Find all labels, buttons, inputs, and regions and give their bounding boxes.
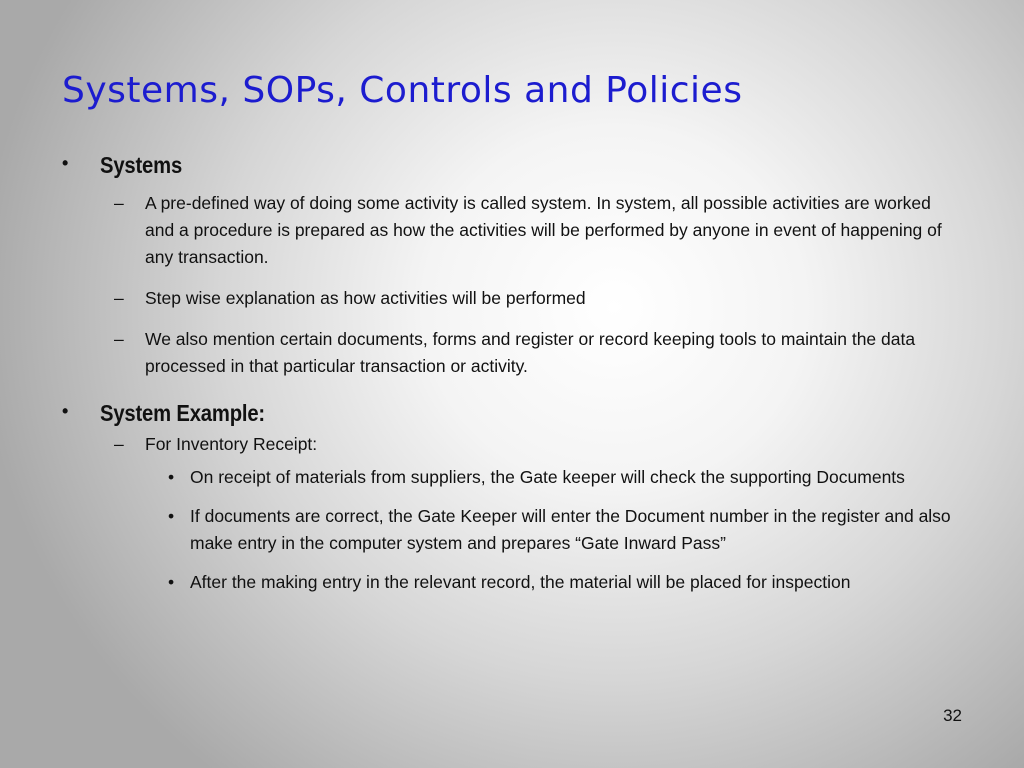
- slide-title: Systems, SOPs, Controls and Policies: [62, 70, 743, 111]
- section-heading-label: Systems: [100, 152, 183, 178]
- list-item-text: We also mention certain documents, forms and register or record keeping tools to maintain the data processed in that particular transaction or activity.: [145, 328, 916, 376]
- sub-list-item: [60, 464, 960, 491]
- list-item: [60, 285, 945, 312]
- list-item-text: A pre-defined way of doing some activity is called system. In system, all possible activities are worked and a procedure is prepared as how the activities will be performed by anyone in event of happening of any transaction.: [145, 192, 942, 267]
- slide-number: 32: [943, 706, 962, 725]
- bullet-icon: •: [168, 572, 175, 593]
- list-item-text: Step wise explanation as how activities will be performed: [145, 287, 586, 308]
- bullet-icon: •: [62, 153, 69, 173]
- section-heading-systems: [60, 152, 960, 180]
- list-item: [60, 326, 945, 380]
- slide-content: [60, 152, 960, 596]
- sub-list-item: [60, 503, 960, 557]
- dash-icon: –: [114, 287, 124, 308]
- sub-list-item-text: After the making entry in the relevant record, the material will be placed for inspection: [190, 572, 851, 593]
- dash-icon: –: [114, 328, 124, 349]
- bullet-icon: •: [62, 400, 69, 421]
- sub-list-item-text: On receipt of materials from suppliers, the Gate keeper will check the supporting Documents: [190, 467, 905, 488]
- dash-icon: –: [114, 192, 124, 213]
- list-item-text: For Inventory Receipt:: [145, 434, 318, 455]
- section-heading-system-example: [60, 400, 960, 428]
- list-item: [60, 190, 945, 271]
- bullet-icon: •: [168, 467, 175, 488]
- section-heading-label: System Example:: [100, 399, 265, 426]
- sub-list-item-text: If documents are correct, the Gate Keeper will enter the Document number in the register and also make entry in the computer system and prepares “Gate Inward Pass”: [190, 506, 951, 554]
- bullet-icon: •: [168, 506, 175, 527]
- dash-icon: –: [114, 434, 124, 455]
- sub-list-item: [60, 569, 960, 596]
- list-item: [60, 431, 945, 458]
